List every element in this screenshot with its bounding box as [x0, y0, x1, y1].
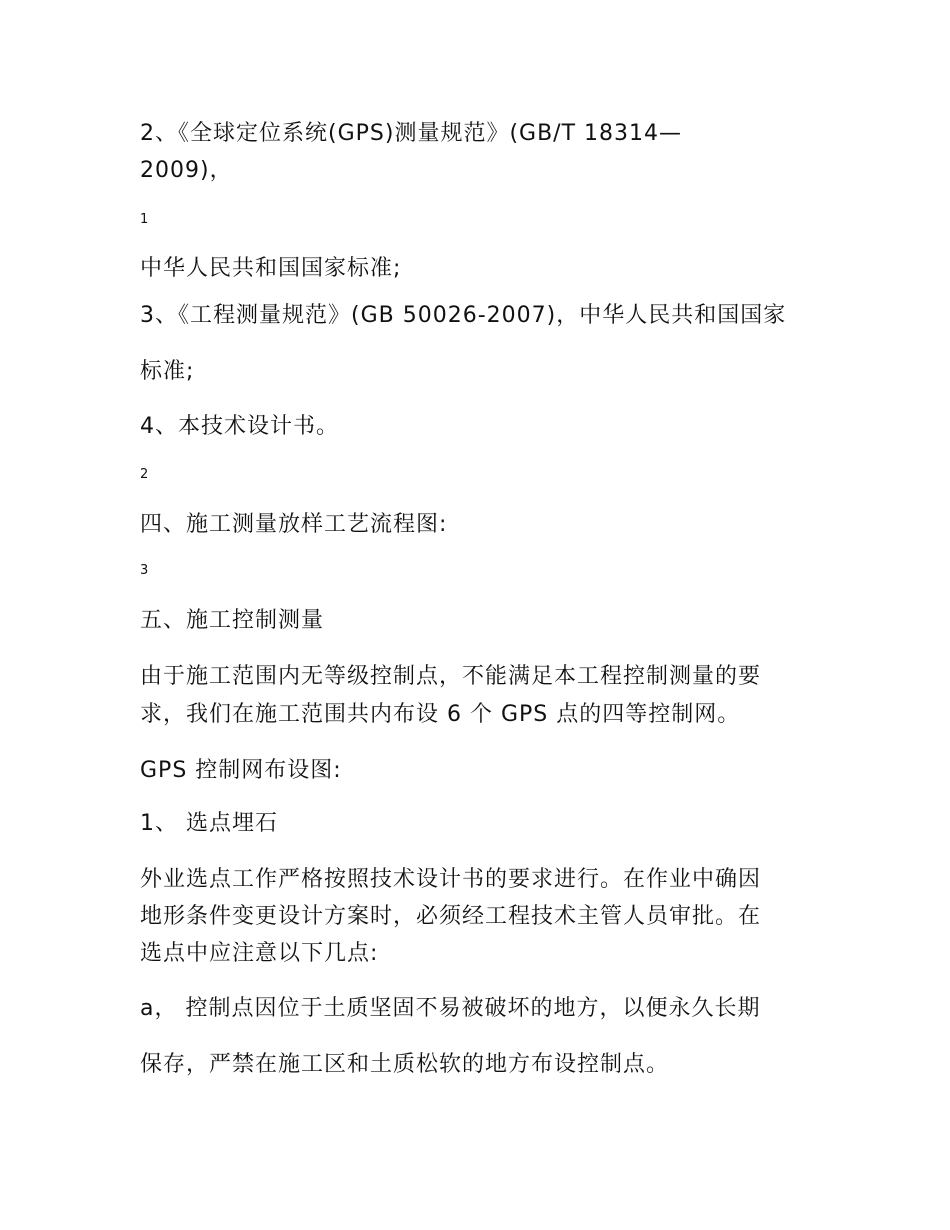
paragraph-1-line-2: 求，我们在施工范围共内布设 6 个 GPS 点的四等控制网。 [140, 702, 741, 727]
paragraph-2-line-2: 地形条件变更设计方案时，必须经工程技术主管人员审批。在 [140, 904, 762, 929]
reference-item-4: 4、本技术设计书。 [140, 414, 339, 439]
section-5-heading: 五、施工控制测量 [140, 608, 325, 633]
reference-item-2-line-1: 2、《全球定位系统(GPS)测量规范》(GB/T 18314— [140, 121, 682, 146]
reference-item-3-line-1: 3、《工程测量规范》(GB 50026-2007)，中华人民共和国国家 [140, 303, 787, 328]
paragraph-2-line-3: 选点中应注意以下几点: [140, 941, 379, 966]
page-marker-2: 2 [140, 467, 149, 482]
gps-figure-caption: GPS 控制网布设图: [140, 758, 342, 783]
point-a-line-2: 保存，严禁在施工区和土质松软的地方布设控制点。 [140, 1052, 670, 1077]
section-4-heading: 四、施工测量放样工艺流程图: [140, 512, 448, 537]
reference-item-2-line-3: 中华人民共和国国家标准; [140, 256, 402, 281]
reference-item-2-line-2: 2009)， [140, 158, 233, 183]
reference-item-3-line-2: 标准; [140, 359, 195, 384]
page-marker-1: 1 [140, 212, 149, 227]
subsection-1-heading: 1、 选点埋石 [140, 811, 278, 836]
paragraph-1-line-1: 由于施工范围内无等级控制点，不能满足本工程控制测量的要 [140, 664, 762, 689]
point-a-line-1: a， 控制点因位于土质坚固不易被破坏的地方，以便永久长期 [140, 996, 761, 1021]
paragraph-2-line-1: 外业选点工作严格按照技术设计书的要求进行。在作业中确因 [140, 867, 762, 892]
page-marker-3: 3 [140, 563, 149, 578]
